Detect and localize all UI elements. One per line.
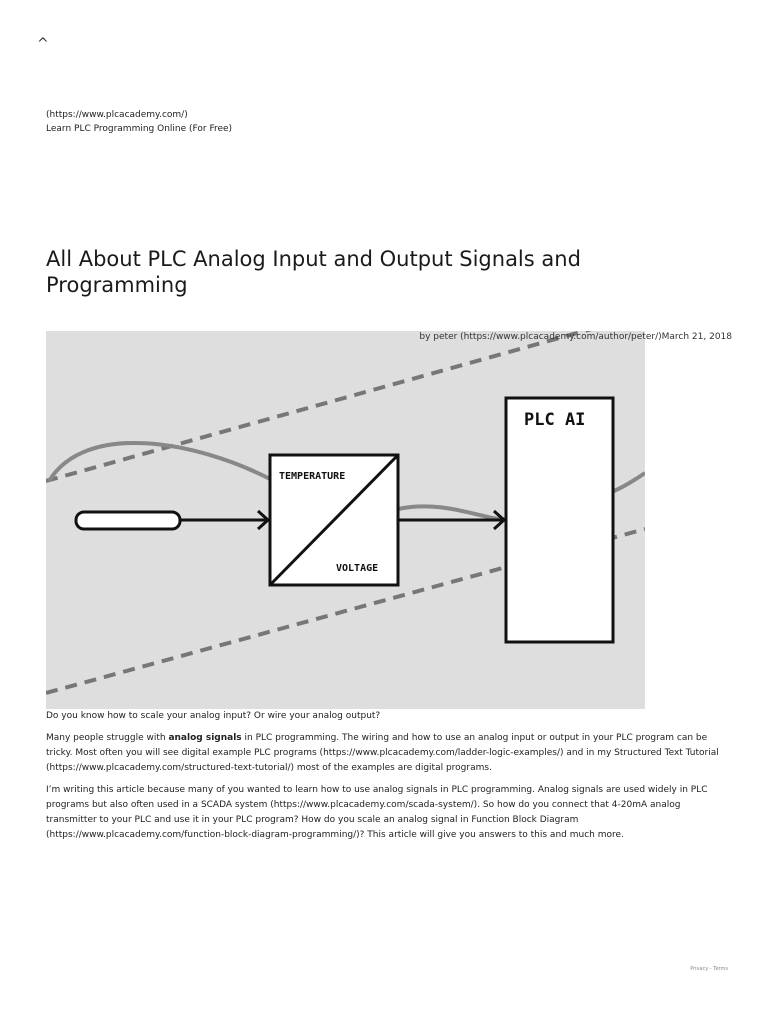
signal-wire-middle — [398, 506, 506, 519]
body-paragraph-1 — [46, 731, 722, 776]
intro-paragraph: Do you know how to scale your analog input? Or wire your analog output? — [46, 711, 381, 721]
voltage-label: VOLTAGE — [336, 563, 379, 574]
signal-wire-left — [49, 443, 270, 481]
temperature-label: TEMPERATURE — [279, 471, 346, 482]
body-paragraph-2: I’m writing this article because many of you wanted to learn how to use analog signals in PLC programming. Analog signals are used widely in PLC programs but also often used in a SCADA system (https://www.plcacademy.com/scada-system/). So how do you connect that 4-20mA analog transmitter to your PLC and use it in your PLC program? How do you scale an analog signal in Function Block Diagram (https://www.plcacademy.com/function-block-diagram-programming/)? This article will give you answers to this and much more. — [46, 785, 708, 840]
analog-signal-diagram — [46, 331, 645, 709]
signal-wire-right — [614, 473, 645, 491]
hero-image — [46, 331, 645, 709]
temperature-sensor-probe — [76, 512, 180, 529]
plc-ai-label: PLC AI — [524, 410, 586, 430]
privacy-terms-links[interactable]: Privacy - Terms — [690, 966, 728, 972]
p2-text-after: in PLC programming. The wiring and how to use an analog input or output in your PLC program can be tricky. Most often you will see digital example PLC programs (https://www.plcacademy.com/ladder-logic-examples/) and in my Structured Text Tutorial (https://www.plcacademy.com/structured-text-tutorial/) most of the examples are digital programs. — [46, 733, 719, 773]
page-title: All About PLC Analog Input and Output Signals and Programming — [46, 247, 581, 297]
site-home-link[interactable]: (https://www.plcacademy.com/) — [46, 110, 188, 120]
site-tagline: Learn PLC Programming Online (For Free) — [46, 124, 233, 134]
analog-signals-bold: analog signals — [168, 733, 242, 743]
p2-text-before: Many people struggle with — [46, 733, 169, 743]
plc-ai-box — [506, 398, 613, 642]
scroll-top-icon[interactable]: ^ — [37, 36, 49, 52]
article-byline[interactable]: by peter (https://www.plcacademy.com/author/peter/)March 21, 2018 — [419, 332, 732, 342]
